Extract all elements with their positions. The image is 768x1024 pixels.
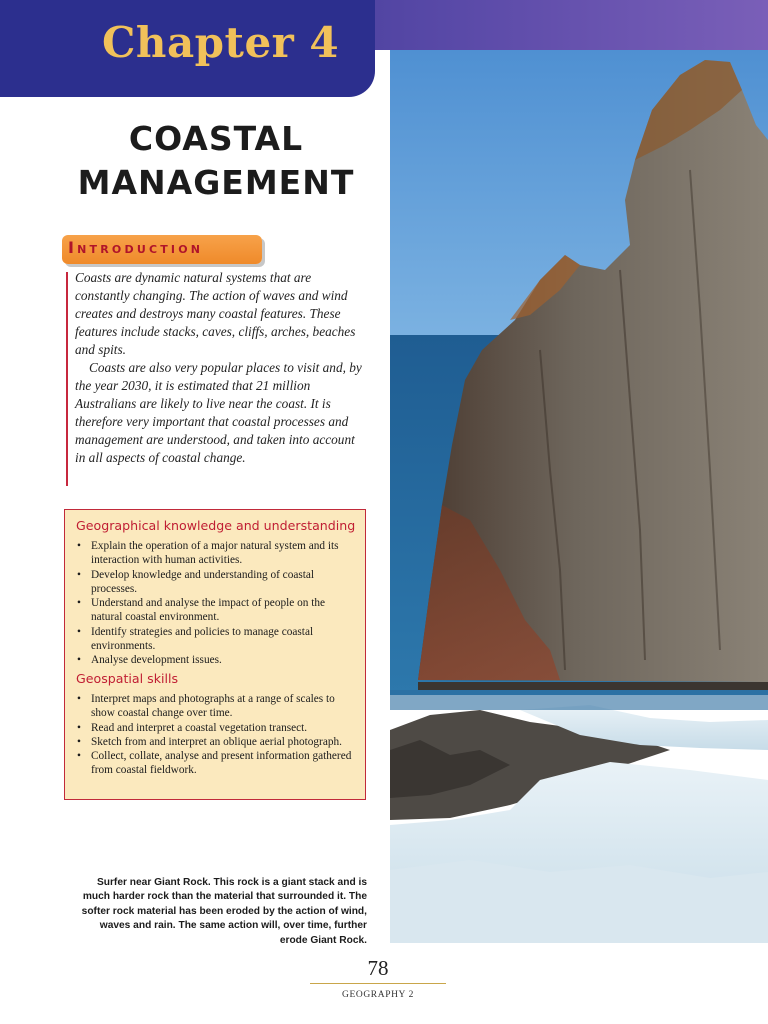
title-line-2: MANAGEMENT [77, 163, 355, 202]
coastal-stack-photo [390, 50, 768, 943]
intro-paragraph-2: Coasts are also very popular places to visit and, by the year 2030, it is estimated that 21 million Australians are likely to live near the coast. It is therefore very important that coastal processes and management are understood, and taken into account in all aspects of coastal change. [75, 360, 362, 465]
photo-caption: Surfer near Giant Rock. This rock is a giant stack and is much harder rock than the material that surrounded it. The softer rock material has been eroded by the action of wind, waves and rain. The same action will, over time, further erode Giant Rock. [81, 877, 367, 946]
skills-box [64, 509, 366, 800]
geospatial-list [75, 692, 359, 778]
list-item: • Collect, collate, analyse and present information gathered from coastal fieldwork. [75, 749, 359, 778]
list-item: • Sketch from and interpret an oblique aerial photograph. [75, 735, 359, 749]
page-title [60, 117, 372, 205]
list-item: • Develop knowledge and understanding of coastal processes. [75, 568, 359, 597]
introduction-rule [66, 272, 68, 486]
footer-rule [310, 983, 446, 984]
list-item: • Interpret maps and photographs at a range of scales to show coastal change over time. [75, 692, 359, 721]
title-line-1: COASTAL [128, 119, 304, 158]
page-number: 78 [367, 956, 389, 980]
intro-paragraph-1: Coasts are dynamic natural systems that are constantly changing. The action of waves and wind creates and destroys many coastal features. These features include stacks, caves, cliffs, arches, beaches and spits. [75, 270, 356, 357]
introduction-label: Introduction [68, 238, 204, 257]
knowledge-heading: Geographical knowledge and understanding [76, 518, 356, 533]
list-item: • Understand and analyse the impact of people on the natural coastal environment. [75, 596, 359, 625]
chapter-tab [0, 0, 375, 97]
book-title: GEOGRAPHY 2 [342, 990, 414, 1000]
chapter-title: Chapter 4 [102, 18, 340, 67]
geospatial-heading: Geospatial skills [76, 671, 179, 686]
knowledge-list [75, 539, 359, 668]
list-item: • Identify strategies and policies to manage coastal environments. [75, 625, 359, 654]
list-item: • Analyse development issues. [75, 653, 359, 667]
introduction-badge [62, 235, 262, 264]
introduction-text [75, 269, 367, 467]
list-item: • Read and interpret a coastal vegetation transect. [75, 721, 359, 735]
list-item: • Explain the operation of a major natural system and its interaction with human activities. [75, 539, 359, 568]
